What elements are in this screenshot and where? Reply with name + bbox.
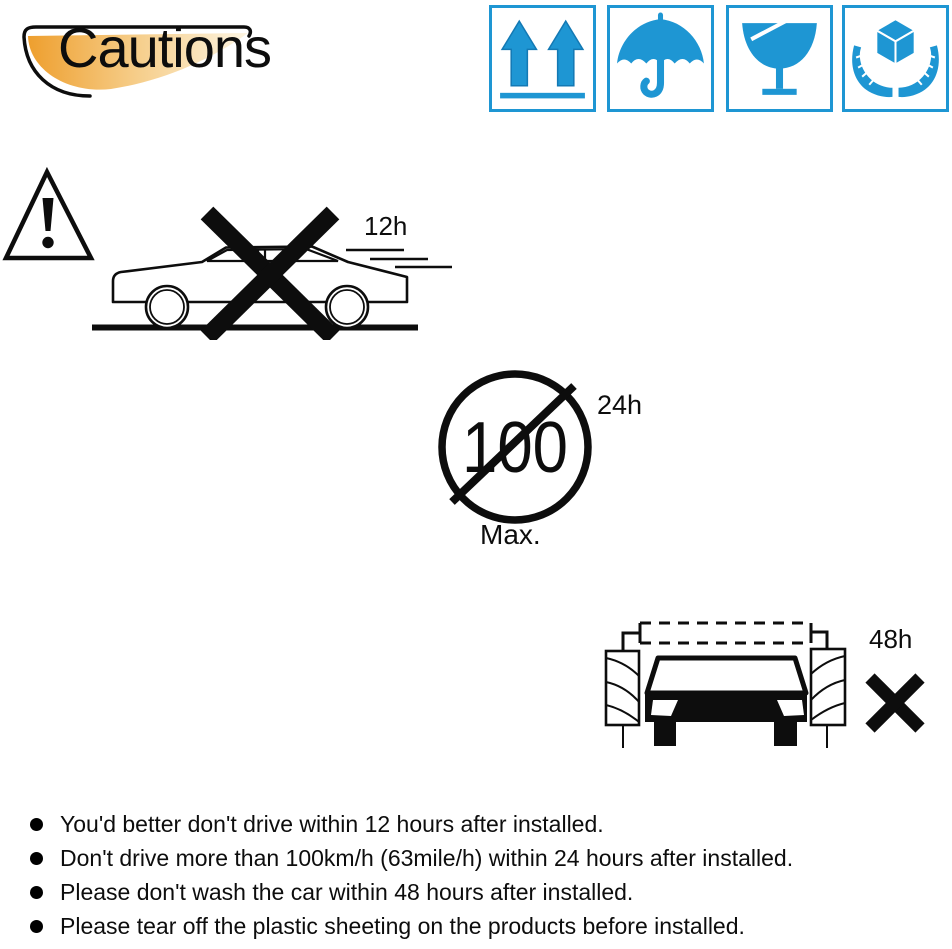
note-text: You'd better don't drive within 12 hours after installed. — [60, 811, 604, 837]
this-way-up-icon — [489, 5, 596, 112]
handle-with-care-icon — [842, 5, 949, 112]
note-item — [30, 914, 793, 939]
cross-icon — [870, 678, 920, 728]
warning-triangle-icon — [0, 165, 100, 265]
bullet-dot — [30, 852, 43, 865]
note-item — [30, 812, 793, 837]
wash-roller-left — [606, 651, 639, 748]
note-text: Please tear off the plastic sheeting on the products before installed. — [60, 913, 745, 939]
bullet-dot — [30, 920, 43, 933]
speed-limit-sign — [430, 365, 610, 535]
wash-top-bar — [623, 623, 827, 651]
notes-list — [30, 812, 793, 939]
car-front-icon — [645, 658, 807, 746]
speed-limit-max-label: Max. — [480, 519, 541, 550]
keep-dry-icon — [607, 5, 714, 112]
note-item — [30, 880, 793, 905]
page-title: Cautions — [58, 16, 272, 79]
note-text: Don't drive more than 100km/h (63mile/h) within 24 hours after installed. — [60, 845, 794, 871]
speed-limit-value: 100 — [462, 408, 568, 488]
no-wash-duration-label: 48h — [869, 624, 913, 654]
no-drive-duration-label: 12h — [364, 211, 408, 241]
no-drive-illustration — [90, 205, 465, 340]
fragile-icon — [726, 5, 833, 112]
note-item — [30, 846, 793, 871]
bullet-dot — [30, 886, 43, 899]
speed-limit-duration-label: 24h — [597, 390, 643, 420]
note-text: Please don't wash the car within 48 hours after installed. — [60, 879, 634, 905]
wash-roller-right — [811, 649, 845, 748]
bullet-dot — [30, 818, 43, 831]
